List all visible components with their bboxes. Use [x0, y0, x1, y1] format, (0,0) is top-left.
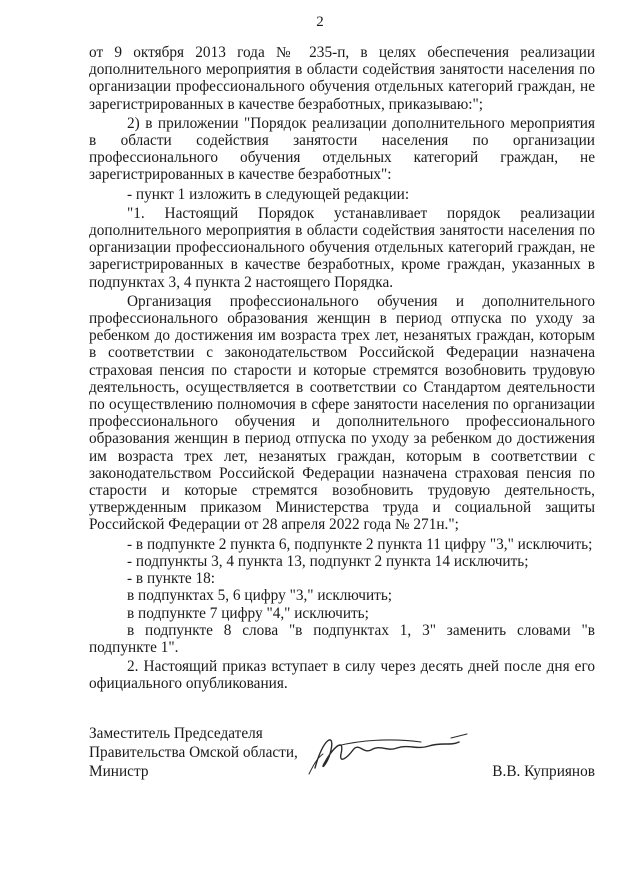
paragraph-effective-date: 2. Настоящий приказ вступает в силу через десять дней после дня его официального опубликования. — [89, 658, 595, 693]
paragraph-intro-continuation: от 9 октября 2013 года № 235-п, в целях обеспечения реализации дополнительного мероприятия в области содействия занятости населения по организации профессионального обучения отдельных категорий граждан, не зарегистрированных в качестве безработных, приказываю:"; — [89, 44, 595, 113]
signer-position-line3: Министр — [89, 763, 149, 780]
paragraph-subpoint-7: в подпункте 7 цифру "4," исключить; — [127, 604, 369, 622]
paragraph-point-1-heading: - пункт 1 изложить в следующей редакции: — [127, 185, 410, 203]
signer-name: В.В. Куприянов — [492, 763, 595, 780]
paragraph-subpoint-6-11: - в подпункте 2 пункта 6, подпункте 2 пункта 11 цифру "3," исключить; — [127, 535, 593, 553]
paragraph-point-18: - в пункте 18: — [127, 570, 216, 588]
paragraph-subpoint-8: в подпункте 8 слова "в подпунктах 1, 3" заменить словами "в подпункте 1". — [89, 621, 595, 656]
signature-block — [89, 724, 595, 781]
handwritten-signature — [301, 728, 481, 780]
paragraph-subpoints-13-14: - подпункты 3, 4 пункта 13, подпункт 2 пункта 14 исключить; — [127, 552, 529, 570]
signer-position-line2: Правительства Омской области, — [89, 744, 298, 761]
paragraph-item-2: 2) в приложении "Порядок реализации дополнительного мероприятия в области содействия занятости населения по организации профессионального обучения отдельных категорий граждан, не зарегистрированных в качестве безработных": — [89, 114, 595, 184]
paragraph-subpoints-5-6: в подпунктах 5, 6 цифру "3," исключить; — [127, 587, 393, 605]
signer-position-line1: Заместитель Председателя — [89, 725, 263, 742]
paragraph-organization: Организация профессионального обучения и дополнительного профессионального образования женщин в период отпуска по уходу за ребенком до достижения им возраста трех лет, незанятых граждан, которым в соответствии с законодательством Российской Федерации назначена страховая пенсия по старости и которые стремятся возобновить трудовую деятельность, осуществляется в соответствии со Стандартом деятельности по осуществлению полномочия в сфере занятости населения по организации профессионального обучения и дополнительного профессионального образования женщин в период отпуска по уходу за ребенком до достижения им возраста трех лет, незанятых граждан, которым в соответствии с законодательством Российской Федерации назначена страховая пенсия по старости и которые стремятся возобновить трудовую деятельность, утвержденным приказом Министерства труда и социальной защиты Российской Федерации от 28 апреля 2022 года № 271н."; — [89, 292, 595, 534]
page-number: 2 — [316, 14, 324, 30]
paragraph-point-1-text: "1. Настоящий Порядок устанавливает порядок реализации дополнительного мероприятия в области содействия занятости населения по организации профессионального обучения отдельных категорий граждан, не зарегистрированных в качестве безработных, кроме граждан, указанных в подпунктах 3, 4 пункта 2 настоящего Порядка. — [89, 204, 595, 291]
document-body — [89, 44, 595, 693]
